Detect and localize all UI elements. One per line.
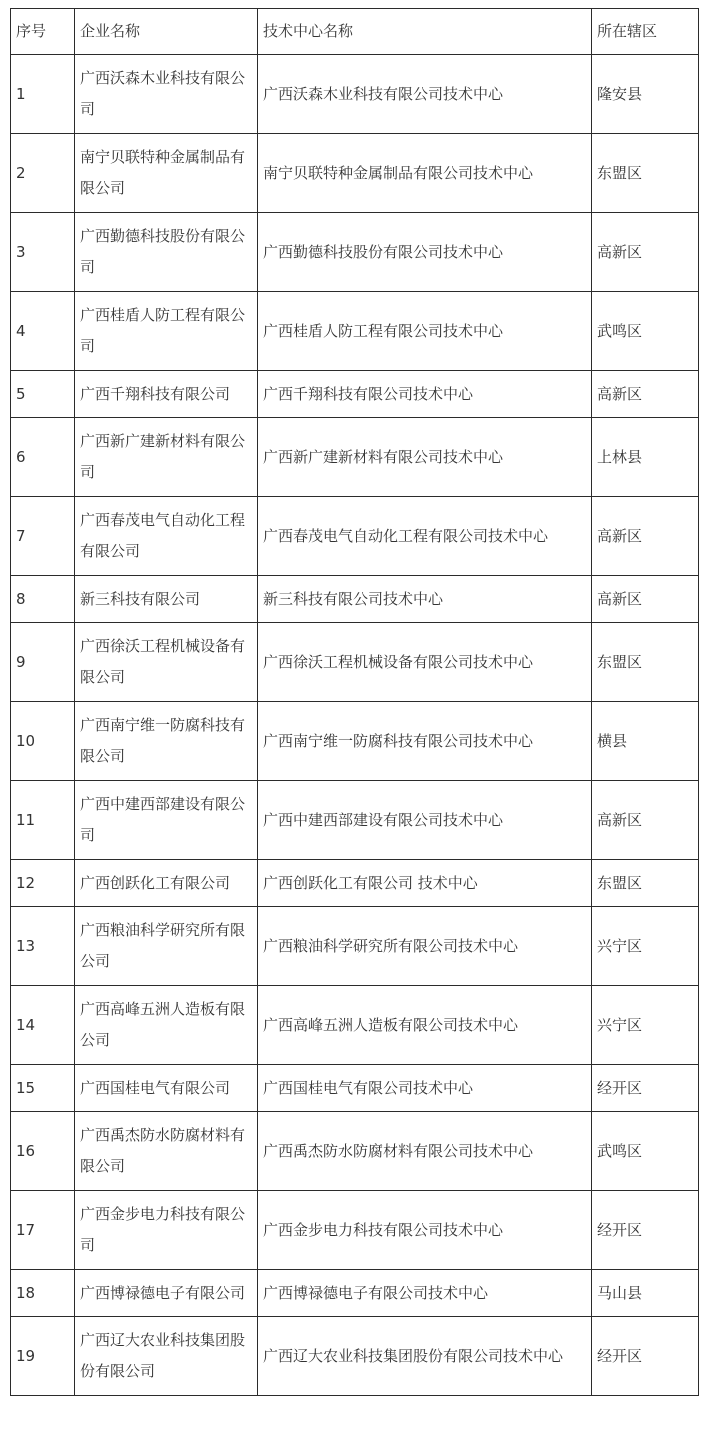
cell-district: 高新区	[592, 213, 699, 292]
cell-index: 11	[11, 781, 75, 860]
cell-center: 广西春茂电气自动化工程有限公司技术中心	[258, 497, 592, 576]
cell-district: 武鸣区	[592, 292, 699, 371]
cell-district: 横县	[592, 702, 699, 781]
table-row	[11, 623, 699, 702]
cell-center: 广西勤德科技股份有限公司技术中心	[258, 213, 592, 292]
cell-index: 9	[11, 623, 75, 702]
cell-index: 5	[11, 371, 75, 418]
cell-center: 新三科技有限公司技术中心	[258, 576, 592, 623]
cell-company: 广西国桂电气有限公司	[75, 1065, 258, 1112]
cell-company: 广西徐沃工程机械设备有限公司	[75, 623, 258, 702]
table-row	[11, 781, 699, 860]
table-row	[11, 1065, 699, 1112]
table-row	[11, 860, 699, 907]
cell-index: 10	[11, 702, 75, 781]
cell-center: 广西辽大农业科技集团股份有限公司技术中心	[258, 1317, 592, 1396]
cell-company: 广西春茂电气自动化工程有限公司	[75, 497, 258, 576]
table-row	[11, 1317, 699, 1396]
cell-center: 南宁贝联特种金属制品有限公司技术中心	[258, 134, 592, 213]
cell-company: 广西高峰五洲人造板有限公司	[75, 986, 258, 1065]
cell-company: 广西博禄德电子有限公司	[75, 1270, 258, 1317]
cell-index: 6	[11, 418, 75, 497]
cell-district: 经开区	[592, 1191, 699, 1270]
cell-index: 7	[11, 497, 75, 576]
cell-index: 19	[11, 1317, 75, 1396]
cell-index: 18	[11, 1270, 75, 1317]
cell-company: 广西千翔科技有限公司	[75, 371, 258, 418]
cell-center: 广西国桂电气有限公司技术中心	[258, 1065, 592, 1112]
header-center: 技术中心名称	[258, 9, 592, 55]
cell-company: 广西新广建新材料有限公司	[75, 418, 258, 497]
cell-district: 东盟区	[592, 860, 699, 907]
cell-district: 兴宁区	[592, 986, 699, 1065]
cell-index: 13	[11, 907, 75, 986]
table-row	[11, 986, 699, 1065]
cell-district: 武鸣区	[592, 1112, 699, 1191]
cell-company: 广西辽大农业科技集团股份有限公司	[75, 1317, 258, 1396]
cell-district: 高新区	[592, 781, 699, 860]
table-row	[11, 907, 699, 986]
table-row	[11, 213, 699, 292]
cell-center: 广西粮油科学研究所有限公司技术中心	[258, 907, 592, 986]
cell-company: 广西桂盾人防工程有限公司	[75, 292, 258, 371]
cell-district: 马山县	[592, 1270, 699, 1317]
cell-center: 广西徐沃工程机械设备有限公司技术中心	[258, 623, 592, 702]
cell-district: 上林县	[592, 418, 699, 497]
header-district: 所在辖区	[592, 9, 699, 55]
table-row	[11, 1270, 699, 1317]
cell-center: 广西桂盾人防工程有限公司技术中心	[258, 292, 592, 371]
cell-center: 广西千翔科技有限公司技术中心	[258, 371, 592, 418]
table-row	[11, 1191, 699, 1270]
cell-index: 15	[11, 1065, 75, 1112]
cell-center: 广西南宁维一防腐科技有限公司技术中心	[258, 702, 592, 781]
cell-index: 4	[11, 292, 75, 371]
cell-center: 广西沃森木业科技有限公司技术中心	[258, 55, 592, 134]
cell-company: 广西禹杰防水防腐材料有限公司	[75, 1112, 258, 1191]
cell-index: 14	[11, 986, 75, 1065]
table-row	[11, 55, 699, 134]
cell-district: 经开区	[592, 1065, 699, 1112]
table-row	[11, 418, 699, 497]
table-row	[11, 1112, 699, 1191]
enterprise-tech-center-table	[10, 8, 699, 1396]
cell-company: 广西沃森木业科技有限公司	[75, 55, 258, 134]
cell-company: 广西中建西部建设有限公司	[75, 781, 258, 860]
cell-center: 广西新广建新材料有限公司技术中心	[258, 418, 592, 497]
header-index: 序号	[11, 9, 75, 55]
cell-company: 广西粮油科学研究所有限公司	[75, 907, 258, 986]
cell-center: 广西博禄德电子有限公司技术中心	[258, 1270, 592, 1317]
cell-index: 16	[11, 1112, 75, 1191]
cell-company: 广西创跃化工有限公司	[75, 860, 258, 907]
cell-company: 广西金步电力科技有限公司	[75, 1191, 258, 1270]
cell-center: 广西中建西部建设有限公司技术中心	[258, 781, 592, 860]
cell-company: 广西南宁维一防腐科技有限公司	[75, 702, 258, 781]
table-row	[11, 497, 699, 576]
cell-company: 新三科技有限公司	[75, 576, 258, 623]
cell-index: 1	[11, 55, 75, 134]
cell-center: 广西高峰五洲人造板有限公司技术中心	[258, 986, 592, 1065]
table-header-row	[11, 9, 699, 55]
table-row	[11, 292, 699, 371]
cell-company: 南宁贝联特种金属制品有限公司	[75, 134, 258, 213]
table-row	[11, 134, 699, 213]
cell-district: 经开区	[592, 1317, 699, 1396]
cell-district: 兴宁区	[592, 907, 699, 986]
cell-index: 3	[11, 213, 75, 292]
cell-district: 高新区	[592, 371, 699, 418]
cell-district: 高新区	[592, 497, 699, 576]
cell-company: 广西勤德科技股份有限公司	[75, 213, 258, 292]
cell-index: 17	[11, 1191, 75, 1270]
cell-center: 广西禹杰防水防腐材料有限公司技术中心	[258, 1112, 592, 1191]
cell-center: 广西创跃化工有限公司 技术中心	[258, 860, 592, 907]
table-row	[11, 576, 699, 623]
cell-district: 隆安县	[592, 55, 699, 134]
cell-index: 2	[11, 134, 75, 213]
header-company: 企业名称	[75, 9, 258, 55]
cell-district: 高新区	[592, 576, 699, 623]
cell-index: 12	[11, 860, 75, 907]
cell-center: 广西金步电力科技有限公司技术中心	[258, 1191, 592, 1270]
cell-district: 东盟区	[592, 134, 699, 213]
cell-index: 8	[11, 576, 75, 623]
table-row	[11, 702, 699, 781]
cell-district: 东盟区	[592, 623, 699, 702]
table-row	[11, 371, 699, 418]
